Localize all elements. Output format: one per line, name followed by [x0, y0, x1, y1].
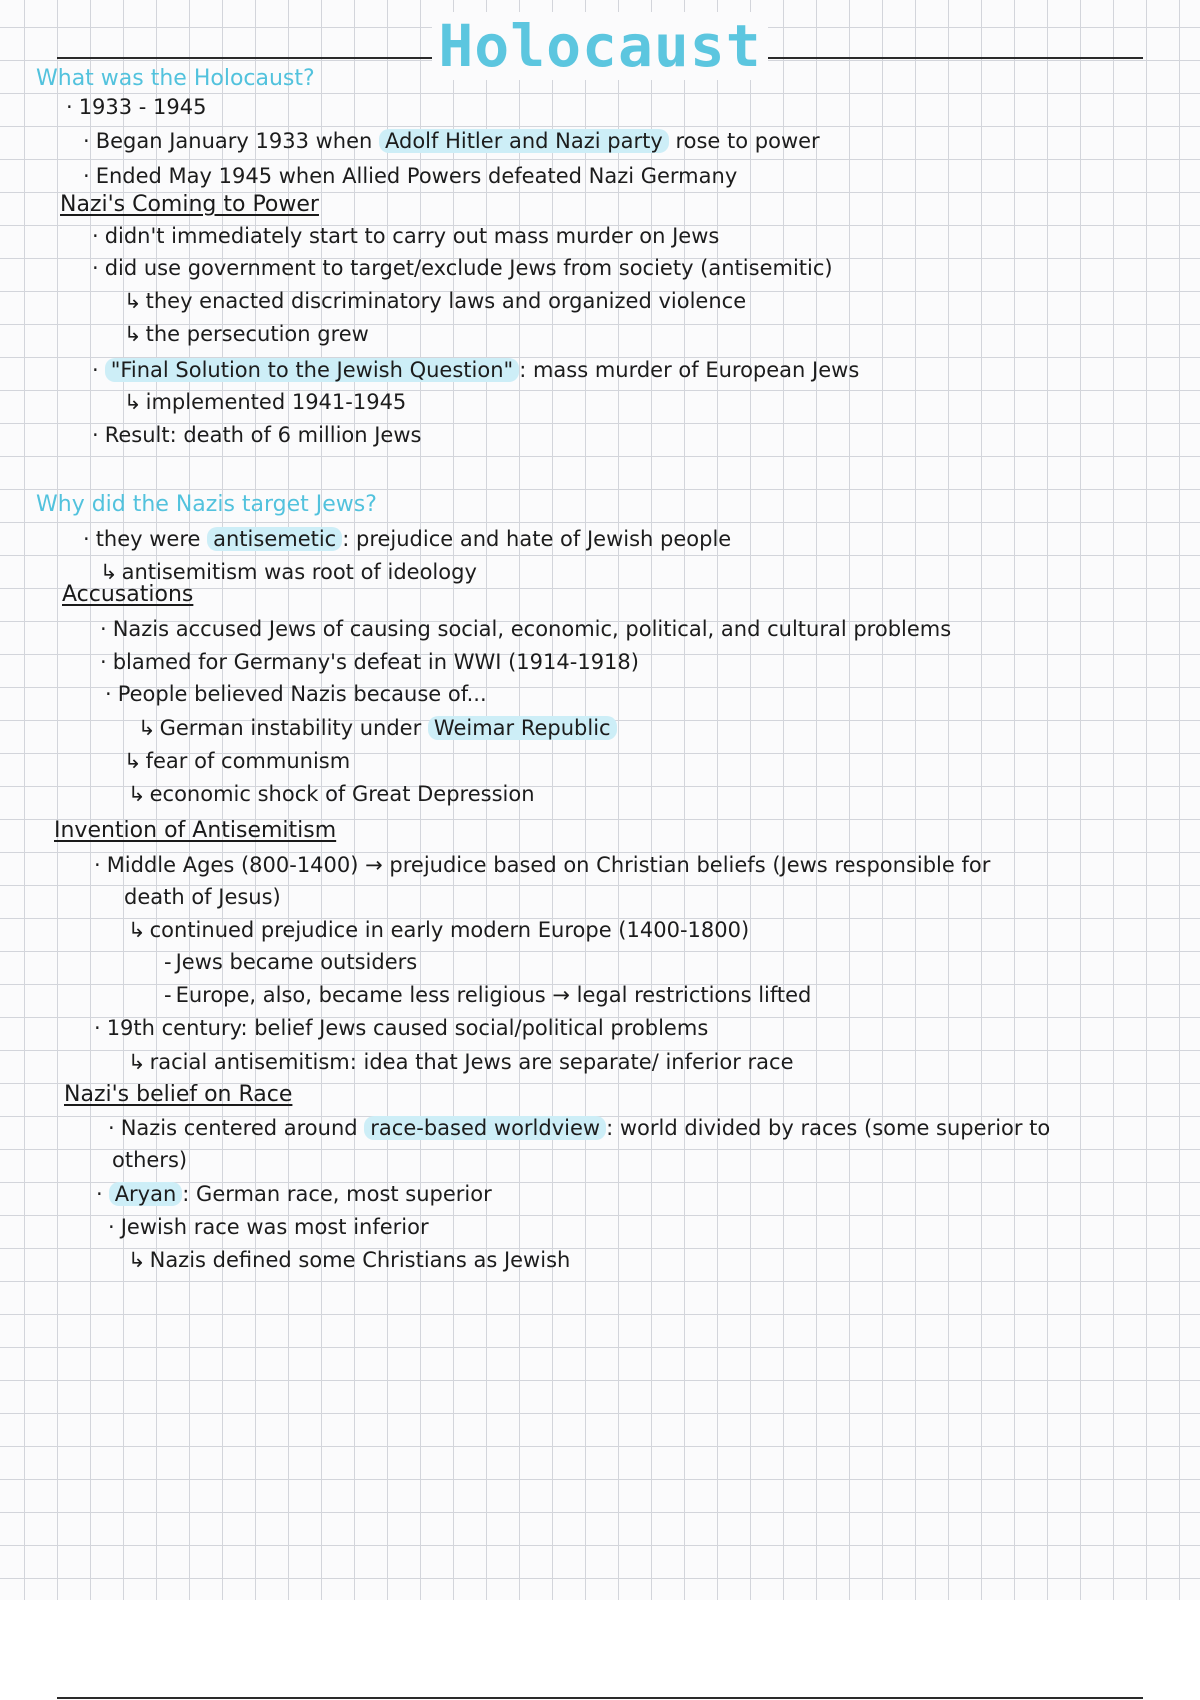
- arrow-icon: ↳: [124, 390, 142, 414]
- question-heading-what-was: What was the Holocaust?: [36, 66, 315, 91]
- list-item: - Europe, also, became less religious → legal restrictions lifted: [164, 983, 812, 1007]
- arrow-icon: ↳: [124, 289, 142, 313]
- list-item: ↳ Nazis defined some Christians as Jewish: [128, 1248, 571, 1272]
- list-item: · Jewish race was most inferior: [108, 1215, 429, 1239]
- highlight: antisemetic: [207, 527, 342, 551]
- list-item: · Ended May 1945 when Allied Powers defeated Nazi Germany: [83, 164, 738, 188]
- list-item: · Middle Ages (800-1400) → prejudice based on Christian beliefs (Jews responsible for: [94, 853, 991, 877]
- arrow-icon: ↳: [138, 716, 156, 740]
- list-item: · did use government to target/exclude Jews from society (antisemitic): [92, 256, 833, 280]
- list-item: · 19th century: belief Jews caused social/political problems: [94, 1016, 709, 1040]
- arrow-icon: ↳: [128, 1248, 146, 1272]
- list-item: · Aryan : German race, most superior: [96, 1182, 492, 1206]
- list-item: - Jews became outsiders: [164, 950, 418, 974]
- highlight: Aryan: [109, 1182, 183, 1206]
- highlight: Adolf Hitler and Nazi party: [379, 129, 669, 153]
- arrow-icon: ↳: [128, 1050, 146, 1074]
- list-item: · Began January 1933 when Adolf Hitler and Nazi party rose to power: [83, 129, 820, 153]
- highlight: Weimar Republic: [428, 716, 617, 740]
- section-heading-coming-to-power: Nazi's Coming to Power: [60, 192, 319, 217]
- list-item: · Nazis centered around race-based worldview : world divided by races (some superior to: [108, 1116, 1051, 1140]
- highlight: "Final Solution to the Jewish Question": [105, 358, 520, 382]
- list-item: ↳ racial antisemitism: idea that Jews are separate/ inferior race: [128, 1050, 794, 1074]
- list-item: ↳ German instability under Weimar Republic: [138, 716, 617, 740]
- section-heading-race: Nazi's belief on Race: [64, 1082, 293, 1107]
- question-heading-why-target: Why did the Nazis target Jews?: [36, 492, 377, 517]
- list-item: · didn't immediately start to carry out mass murder on Jews: [92, 224, 720, 248]
- arrow-icon: ↳: [128, 782, 146, 806]
- list-item: ↳ they enacted discriminatory laws and organized violence: [124, 289, 747, 313]
- arrow-icon: ↳: [124, 322, 142, 346]
- list-item: others): [112, 1148, 188, 1172]
- list-item: ↳ continued prejudice in early modern Europe (1400-1800): [128, 918, 750, 942]
- list-item: ↳ implemented 1941-1945: [124, 390, 407, 414]
- list-item: · Nazis accused Jews of causing social, economic, political, and cultural problems: [100, 617, 952, 641]
- list-item: · Result: death of 6 million Jews: [92, 423, 422, 447]
- list-item: ↳ fear of communism: [124, 749, 351, 773]
- section-heading-accusations: Accusations: [62, 582, 194, 607]
- list-item: · blamed for Germany's defeat in WWI (1914-1918): [100, 650, 639, 674]
- arrow-icon: ↳: [128, 918, 146, 942]
- list-item: · People believed Nazis because of...: [105, 682, 487, 706]
- list-item: ↳ economic shock of Great Depression: [128, 782, 535, 806]
- list-item: · they were antisemetic : prejudice and hate of Jewish people: [83, 527, 732, 551]
- list-item: ↳ antisemitism was root of ideology: [100, 560, 477, 584]
- section-heading-invention: Invention of Antisemitism: [54, 818, 337, 843]
- list-item: ↳ the persecution grew: [124, 322, 369, 346]
- arrow-icon: ↳: [124, 749, 142, 773]
- page-title-text: Holocaust: [432, 12, 767, 80]
- page-bottom-margin: [0, 1600, 1200, 1700]
- list-item: death of Jesus): [124, 885, 281, 909]
- list-item: · "Final Solution to the Jewish Question" : mass murder of European Jews: [92, 358, 860, 382]
- bottom-rule: [57, 1697, 1143, 1699]
- list-item: · 1933 - 1945: [66, 95, 207, 119]
- highlight: race-based worldview: [364, 1116, 606, 1140]
- arrow-icon: ↳: [100, 560, 118, 584]
